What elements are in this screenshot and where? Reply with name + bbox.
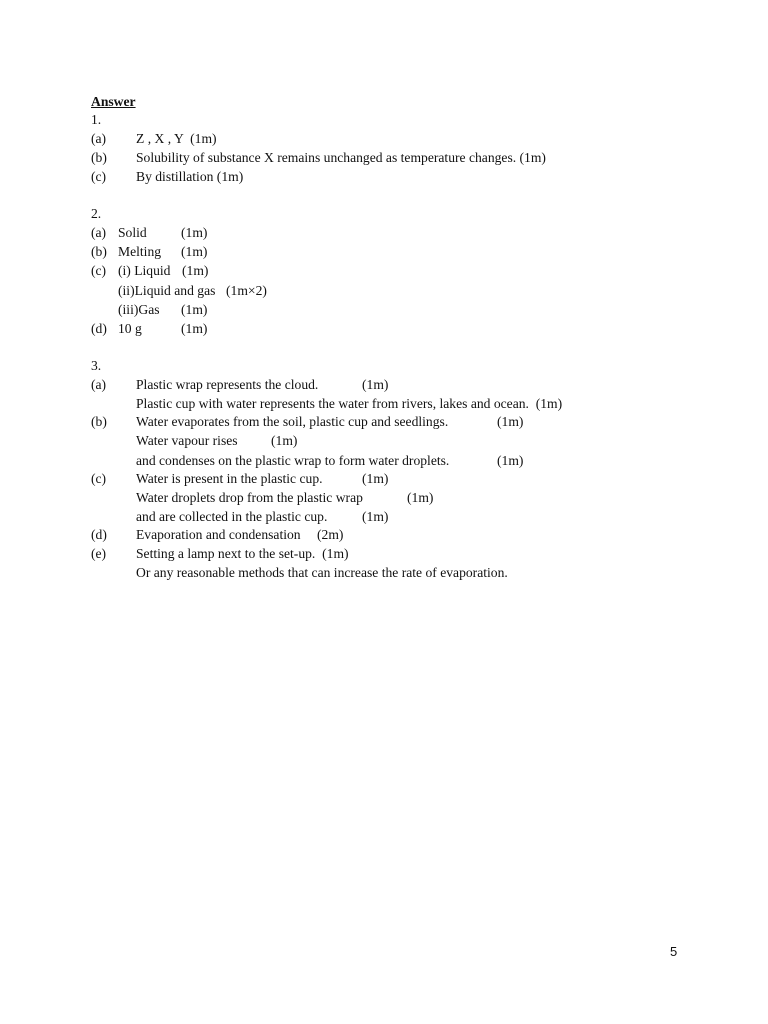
q3-e-line-1: Setting a lamp next to the set-up. (1m) bbox=[136, 546, 349, 561]
q2-c-iii-mark: (1m) bbox=[181, 302, 208, 317]
q2-a-label: (a) bbox=[91, 225, 107, 240]
q3-d-mark-1: (2m) bbox=[317, 527, 344, 542]
q3-a-line-1: Plastic wrap represents the cloud. bbox=[136, 377, 319, 392]
q1-b-label: (b) bbox=[91, 150, 107, 165]
q3-b-line-1: Water evaporates from the soil, plastic cup and seedlings. bbox=[136, 414, 449, 429]
page-number: 5 bbox=[670, 944, 678, 959]
q3-a-label: (a) bbox=[91, 377, 107, 392]
q3-c-mark-3: (1m) bbox=[362, 509, 389, 524]
question-3-number: 3. bbox=[91, 358, 102, 373]
q2-d-answer: 10 g bbox=[118, 321, 142, 336]
q2-c-iii-answer: (iii)Gas bbox=[118, 302, 160, 317]
q2-c-ii-mark: (1m×2) bbox=[226, 283, 267, 298]
q2-d-mark: (1m) bbox=[181, 321, 208, 336]
q3-a-mark-1: (1m) bbox=[362, 377, 389, 392]
q3-c-label: (c) bbox=[91, 471, 107, 486]
q3-c-line-3: and are collected in the plastic cup. bbox=[136, 509, 328, 524]
q1-c-label: (c) bbox=[91, 169, 107, 184]
q3-d-label: (d) bbox=[91, 527, 107, 542]
q3-c-mark-1: (1m) bbox=[362, 471, 389, 486]
q3-e-line-2: Or any reasonable methods that can increase the rate of evaporation. bbox=[136, 565, 508, 580]
q3-b-mark-1: (1m) bbox=[497, 414, 524, 429]
q2-a-mark: (1m) bbox=[181, 225, 208, 240]
q1-a-answer: Z , X , Y (1m) bbox=[136, 131, 217, 146]
q3-b-mark-3: (1m) bbox=[497, 453, 524, 468]
q3-e-label: (e) bbox=[91, 546, 107, 561]
q2-d-label: (d) bbox=[91, 321, 107, 336]
q2-c-label: (c) bbox=[91, 263, 107, 278]
q3-b-mark-2: (1m) bbox=[271, 433, 298, 448]
q2-c-i-answer: (i) Liquid bbox=[118, 263, 171, 278]
question-2-number: 2. bbox=[91, 206, 102, 221]
q3-b-line-3: and condenses on the plastic wrap to form water droplets. bbox=[136, 453, 450, 468]
q3-c-line-1: Water is present in the plastic cup. bbox=[136, 471, 323, 486]
question-1-number: 1. bbox=[91, 112, 102, 127]
q1-b-answer: Solubility of substance X remains unchanged as temperature changes. (1m) bbox=[136, 150, 546, 165]
q3-b-line-2: Water vapour rises bbox=[136, 433, 238, 448]
q2-c-i-mark: (1m) bbox=[182, 263, 209, 278]
q3-d-line-1: Evaporation and condensation bbox=[136, 527, 301, 542]
q2-b-mark: (1m) bbox=[181, 244, 208, 259]
q2-a-answer: Solid bbox=[118, 225, 147, 240]
q3-c-mark-2: (1m) bbox=[407, 490, 434, 505]
q2-b-label: (b) bbox=[91, 244, 107, 259]
q3-b-label: (b) bbox=[91, 414, 107, 429]
answer-heading: Answer bbox=[91, 94, 136, 109]
q1-a-label: (a) bbox=[91, 131, 107, 146]
q1-c-answer: By distillation (1m) bbox=[136, 169, 244, 184]
q2-c-ii-answer: (ii)Liquid and gas bbox=[118, 283, 216, 298]
q2-b-answer: Melting bbox=[118, 244, 162, 259]
q3-c-line-2: Water droplets drop from the plastic wrap bbox=[136, 490, 363, 505]
q3-a-line-2: Plastic cup with water represents the water from rivers, lakes and ocean. (1m) bbox=[136, 396, 563, 411]
